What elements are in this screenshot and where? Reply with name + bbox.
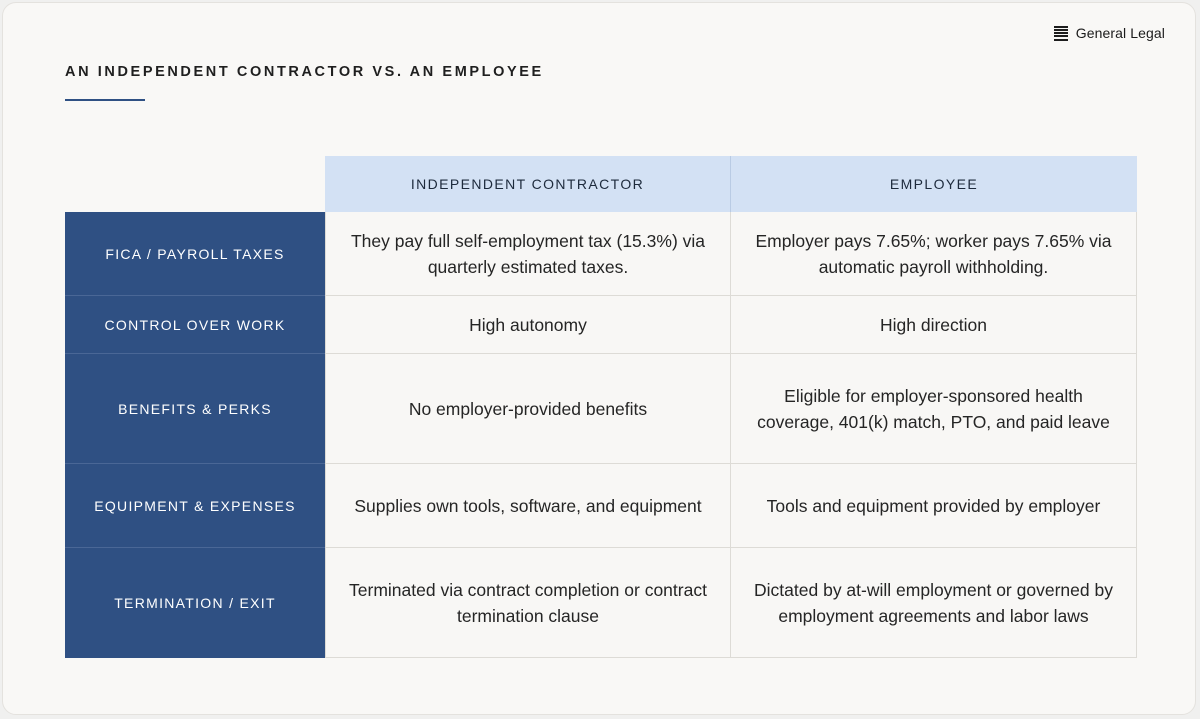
table-header-row [65,156,1137,212]
comparison-card [2,2,1196,715]
page-title: AN INDEPENDENT CONTRACTOR VS. AN EMPLOYEE [65,64,544,80]
contractor-cell: No employer-provided benefits [325,354,731,464]
contractor-cell: Terminated via contract completion or contract termination clause [325,548,731,658]
brand-name: General Legal [1075,25,1165,41]
column-header-contractor: INDEPENDENT CONTRACTOR [325,156,731,212]
table-row [65,548,1137,658]
comparison-table [65,156,1137,658]
employee-cell: Dictated by at-will employment or governed by employment agreements and labor laws [731,548,1137,658]
employee-cell: Tools and equipment provided by employer [731,464,1137,548]
table-row [65,354,1137,464]
employee-cell: Employer pays 7.65%; worker pays 7.65% via automatic payroll withholding. [731,212,1137,296]
document-lines-icon [1054,26,1068,41]
table-row [65,296,1137,354]
employee-cell: Eligible for employer-sponsored health coverage, 401(k) match, PTO, and paid leave [731,354,1137,464]
header-blank-cell [65,156,325,212]
table-row [65,212,1137,296]
table-row [65,464,1137,548]
table-body [65,212,1137,658]
brand-logo [1054,25,1165,41]
contractor-cell: Supplies own tools, software, and equipment [325,464,731,548]
row-label: BENEFITS & PERKS [65,354,325,464]
title-underline [65,99,145,101]
row-label: FICA / PAYROLL TAXES [65,212,325,296]
column-header-employee: EMPLOYEE [731,156,1137,212]
contractor-cell: High autonomy [325,296,731,354]
row-label: CONTROL OVER WORK [65,296,325,354]
row-label: TERMINATION / EXIT [65,548,325,658]
row-label: EQUIPMENT & EXPENSES [65,464,325,548]
contractor-cell: They pay full self-employment tax (15.3%) via quarterly estimated taxes. [325,212,731,296]
employee-cell: High direction [731,296,1137,354]
